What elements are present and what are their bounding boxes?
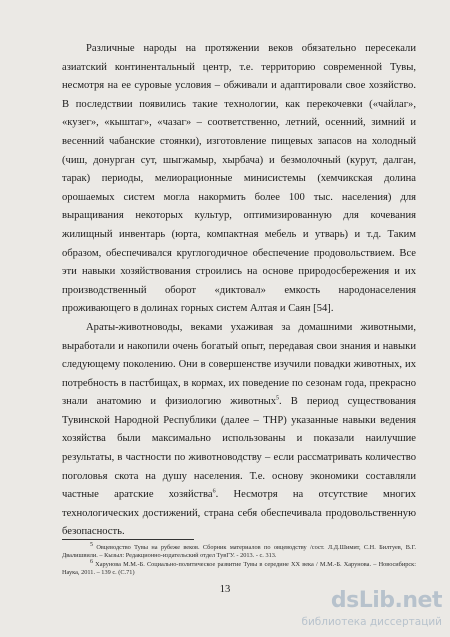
watermark-logo: dsLib.net bbox=[330, 588, 442, 613]
watermark bbox=[290, 588, 450, 637]
paragraph-2 bbox=[62, 319, 416, 542]
footnote-5 bbox=[62, 541, 416, 561]
footnote-6 bbox=[62, 558, 416, 578]
footnote-6-number: 6 bbox=[90, 558, 93, 565]
footnote-divider bbox=[62, 539, 194, 540]
body-text bbox=[62, 40, 416, 542]
paragraph-2-part-b: . В период существования Тувинской Народной Республики (далее – ТНР) указанные навыки ведения хозяйства были максимально использованы и показали наилучшие результаты, в частности по животноводству – если рассматривать количество поголовья скота на душу населения. Т.е. основу экономики составляли частные аратские хозяйства bbox=[62, 396, 416, 501]
footnote-ref-5[interactable]: 5 bbox=[276, 395, 280, 402]
footnote-6-text: Харунова М.М.-Б. Социально-политическое развитие Тувы в середине XX века / М.М.-Б. Харунова. – Новосибирск: Наука, 2011. – 139 с. (С.71) bbox=[62, 560, 416, 577]
footnote-ref-6[interactable]: 6 bbox=[212, 488, 216, 495]
paragraph-1: Различные народы на протяжении веков обязательно пересекали азиатский континентальный центр, т.е. территорию современной Тувы, несмотря на ее суровые условия – обживали и адаптировали свое хозяйство. В последствии появились такие технологии, как перекочевки («чайлаг», «кузег», «кыштаг», «чазаг» – соответственно, летний, осенний, зимний и весенний чабанские стоянки), изготовление пищевых запасов на холодный (чиш, донурган сут, шыгжамыр, хырбача) и безмолочный (курут, далган, тарак) периоды, мелиорационные минисистемы (хемчикская долина орошаемых систем могла накормить более 100 тыс. населения) для выращивания некоторых культур, оптимизированную для кочевания жилищный инвентарь (юрта, компактная мебель и утварь) и т.д. Таким образом, обеспечивался круглогодичное обеспечение продовольствием. Все эти навыки хозяйствования строились на основе природосбережения и их производственный оборот «диктовал» емкость народонаселения проживающего в долинах горных систем Алтая и Саян [54]. bbox=[62, 43, 416, 315]
footnotes bbox=[62, 541, 416, 578]
paragraph-2-part-a: Араты-животноводы, веками ухаживая за домашними животными, выработали и накопили очень богатый опыт, передавая свои знания и навыки следующему поколению. Они в совершенстве изучили повадки животных, их потребность в пастбищах, в кормах, их поведение по сезонам года, прекрасно знали анатомию и физиологию животных bbox=[62, 321, 416, 408]
page-number: 13 bbox=[219, 584, 231, 595]
footnote-5-number: 5 bbox=[90, 541, 93, 548]
watermark-subtitle: библиотека диссертаций bbox=[301, 616, 442, 628]
paragraph-2-part-c: . Несмотря на отсутствие многих технологических достижений, страна себя обеспечивала продовольственную безопасность. bbox=[62, 489, 416, 538]
footnote-5-text: Овцеводство Тувы на рубеже веков. Сборник материалов по овцеводству /сост. Л.Д.Шимит, С.Н. Билтуев, В.Г. Двалишвили. – Кызыл: Редакционно-издательский отдел ТувГУ. - 2013. - с. 313. bbox=[62, 544, 416, 560]
